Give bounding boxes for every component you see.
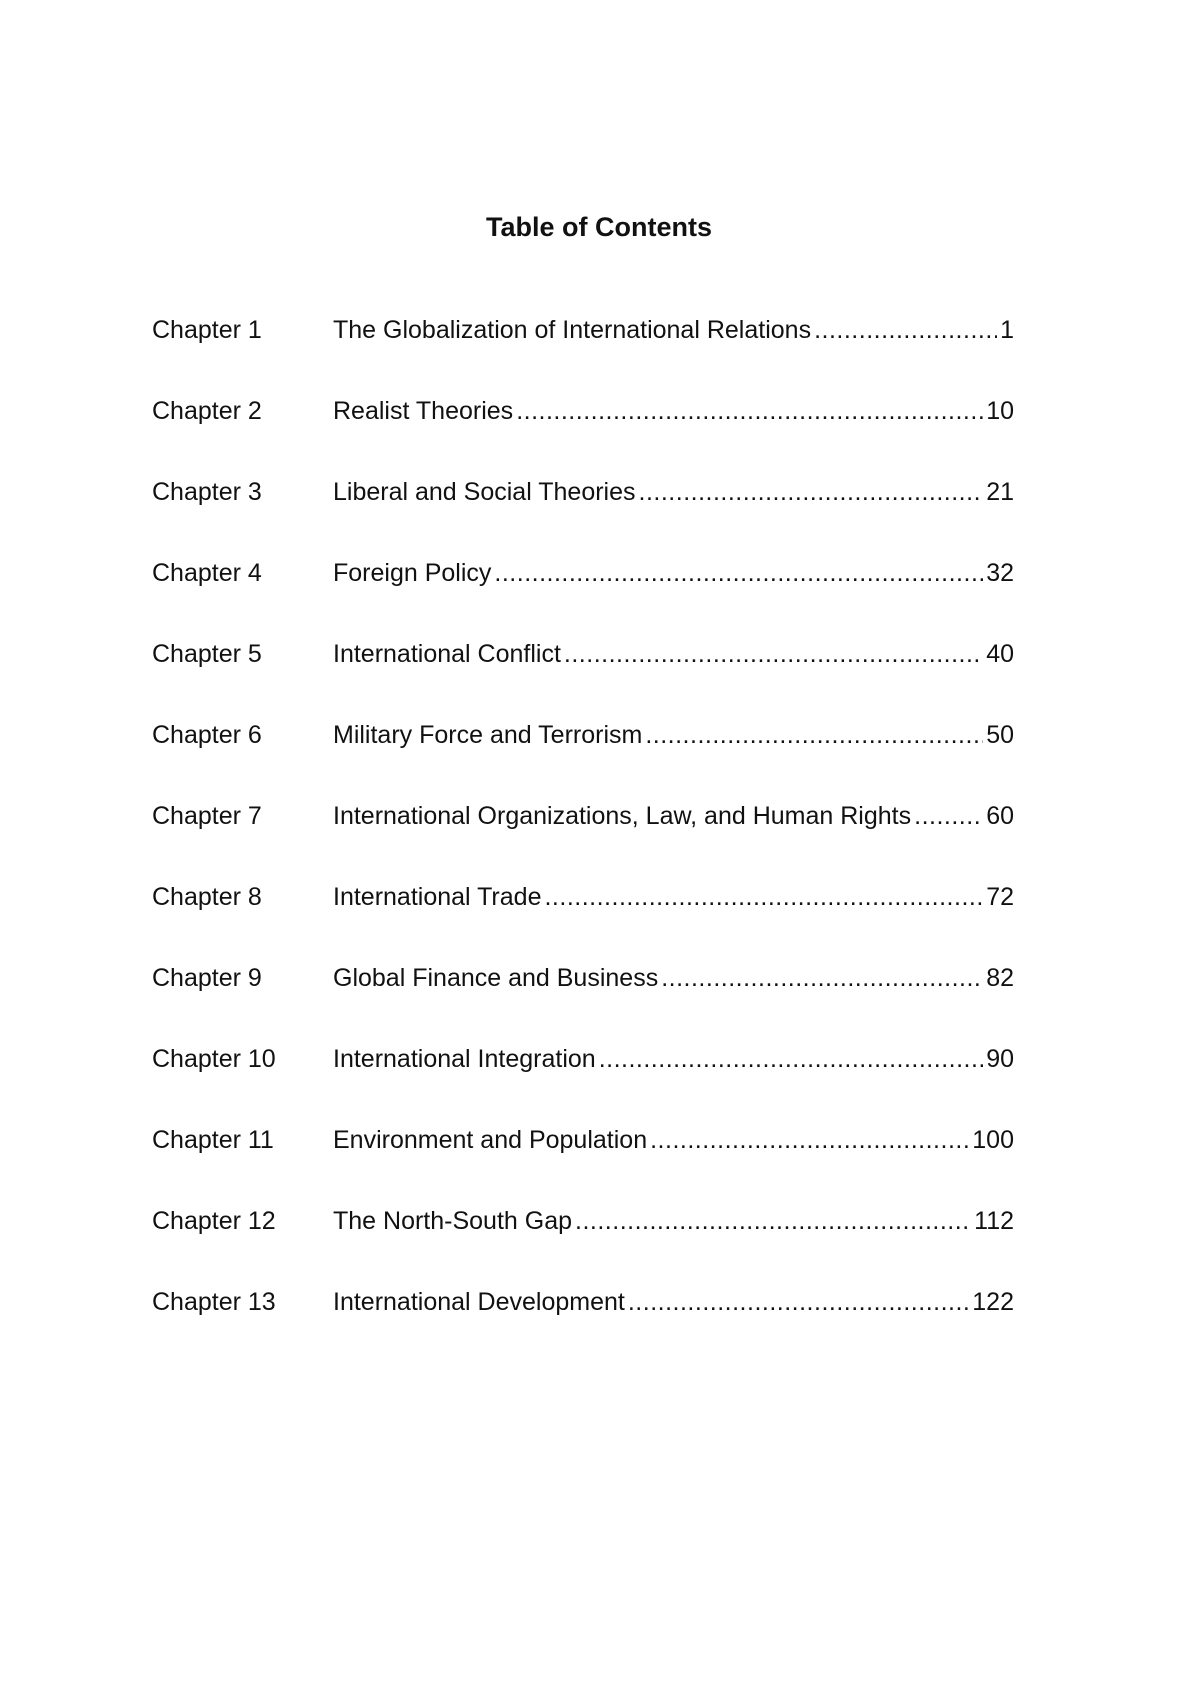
toc-entry-line	[333, 877, 1014, 917]
dot-leader	[650, 1120, 969, 1160]
toc-entry	[0, 472, 1190, 512]
toc-entry-line	[333, 553, 1014, 593]
toc-entry	[0, 553, 1190, 593]
page-number: 82	[986, 964, 1014, 992]
toc-entry-line	[333, 472, 1014, 512]
dot-leader	[575, 1201, 971, 1241]
page-title-text: Table of Contents	[486, 212, 712, 242]
toc-entry-line	[333, 1282, 1014, 1322]
toc-entry	[0, 796, 1190, 836]
page-number: 112	[974, 1207, 1014, 1235]
chapter-label: Chapter 5	[152, 640, 262, 668]
page-number: 72	[986, 883, 1014, 911]
chapter-title: International Development	[333, 1288, 625, 1316]
page-number: 122	[972, 1288, 1014, 1316]
chapter-label: Chapter 3	[152, 478, 262, 506]
toc-entry-line	[333, 391, 1014, 431]
dot-leader	[599, 1039, 984, 1079]
chapter-title: Global Finance and Business	[333, 964, 659, 992]
page-number: 1	[1000, 316, 1014, 344]
toc-entry	[0, 958, 1190, 998]
chapter-label: Chapter 6	[152, 721, 262, 749]
chapter-title: Realist Theories	[333, 397, 514, 425]
chapter-label: Chapter 2	[152, 397, 262, 425]
toc-entry-line	[333, 310, 1014, 350]
dot-leader	[494, 553, 983, 593]
chapter-label: Chapter 7	[152, 802, 262, 830]
toc-entry-line	[333, 1120, 1014, 1160]
dot-leader	[516, 391, 983, 431]
chapter-label: Chapter 9	[152, 964, 262, 992]
chapter-title: International Conflict	[333, 640, 561, 668]
toc-entry	[0, 1201, 1190, 1241]
chapter-label: Chapter 11	[152, 1126, 274, 1154]
toc-entry	[0, 1282, 1190, 1322]
chapter-label: Chapter 12	[152, 1207, 276, 1235]
chapter-title: Environment and Population	[333, 1126, 648, 1154]
page-number: 40	[986, 640, 1014, 668]
dot-leader	[544, 877, 983, 917]
page-number: 32	[986, 559, 1014, 587]
toc-entry	[0, 391, 1190, 431]
dot-leader	[661, 958, 983, 998]
dot-leader	[814, 310, 997, 350]
page-number: 100	[972, 1126, 1014, 1154]
toc-entry-line	[333, 634, 1014, 674]
toc-entry-line	[333, 1201, 1014, 1241]
dot-leader	[628, 1282, 969, 1322]
toc-entry	[0, 877, 1190, 917]
chapter-label: Chapter 10	[152, 1045, 276, 1073]
toc-entry-line	[333, 958, 1014, 998]
dot-leader	[645, 715, 983, 755]
chapter-title: The Globalization of International Relations	[333, 316, 812, 344]
chapter-title: Liberal and Social Theories	[333, 478, 636, 506]
chapter-label: Chapter 4	[152, 559, 262, 587]
page-number: 60	[986, 802, 1014, 830]
chapter-title: International Trade	[333, 883, 542, 911]
page-number: 90	[986, 1045, 1014, 1073]
toc-entry	[0, 1039, 1190, 1079]
dot-leader	[639, 472, 984, 512]
page-number: 50	[986, 721, 1014, 749]
chapter-label: Chapter 1	[152, 316, 262, 344]
toc-entry	[0, 1120, 1190, 1160]
toc-entry-line	[333, 715, 1014, 755]
page-title	[0, 212, 1190, 243]
chapter-title: International Organizations, Law, and Human Rights	[333, 802, 912, 830]
page-number: 21	[986, 478, 1014, 506]
chapter-title: International Integration	[333, 1045, 596, 1073]
chapter-title: The North-South Gap	[333, 1207, 573, 1235]
dot-leader	[564, 634, 983, 674]
toc-entry	[0, 634, 1190, 674]
toc-entry-line	[333, 796, 1014, 836]
chapter-title: Foreign Policy	[333, 559, 492, 587]
chapter-label: Chapter 8	[152, 883, 262, 911]
toc-entry	[0, 310, 1190, 350]
toc-entry	[0, 715, 1190, 755]
chapter-label: Chapter 13	[152, 1288, 276, 1316]
toc-entry-line	[333, 1039, 1014, 1079]
dot-leader	[914, 796, 983, 836]
page-number: 10	[986, 397, 1014, 425]
chapter-title: Military Force and Terrorism	[333, 721, 643, 749]
